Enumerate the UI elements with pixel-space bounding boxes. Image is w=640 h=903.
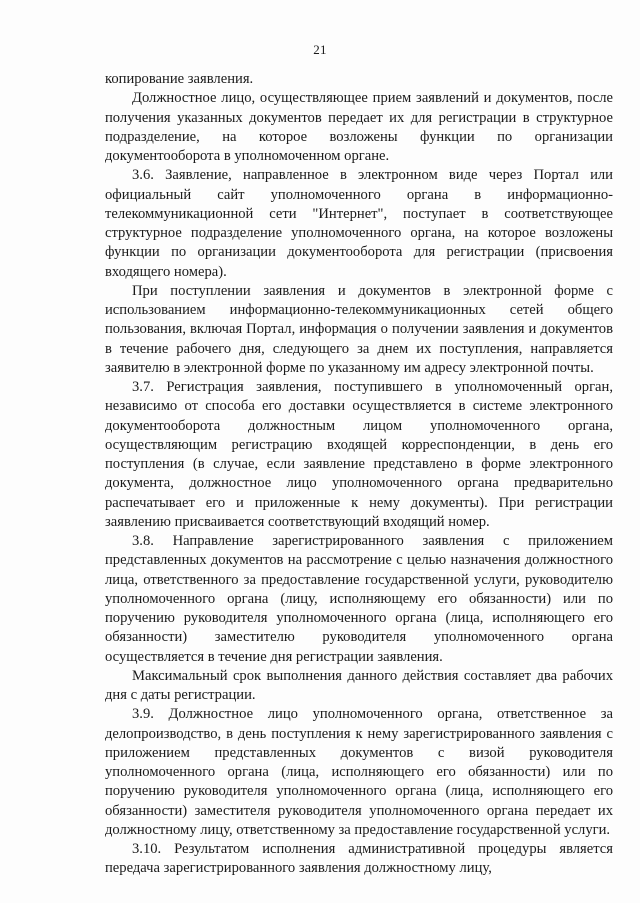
- paragraph-3-10: 3.10. Результатом исполнения административной процедуры является передача зарегистрированного заявления должностному лицу,: [105, 841, 613, 877]
- paragraph: Максимальный срок выполнения данного действия составляет два рабочих дня с даты регистрации.: [105, 667, 613, 703]
- page-number: 21: [313, 42, 327, 57]
- body-text: [105, 70, 613, 879]
- paragraph-3-6: 3.6. Заявление, направленное в электронном виде через Портал или официальный сайт уполномоченного органа в информационно-телекоммуникационной сети "Интернет", поступает в соответствующее структурное подразделение уполномоченного органа, на которое возложены функции по организации документооборота для регистрации (присвоения входящего номера).: [105, 167, 613, 280]
- paragraph: Должностное лицо, осуществляющее прием заявлений и документов, после получения указанных документов передает их для регистрации в структурное подразделение, на которое возложены функции по организации документооборота в уполномоченном органе.: [105, 90, 613, 164]
- paragraph-3-8: 3.8. Направление зарегистрированного заявления с приложением представленных документов на рассмотрение с целью назначения должностного лица, ответственного за предоставление государственной услуги, руководителю уполномоченного органа (лицу, исполняющему его обязанности) или по поручению руководителя уполномоченного органа (лица, исполняющего его обязанности) заместителю руководителя уполномоченного органа осуществляется в течение дня регистрации заявления.: [105, 533, 613, 665]
- paragraph-continuation: копирование заявления.: [105, 71, 254, 87]
- paragraph-3-9: 3.9. Должностное лицо уполномоченного органа, ответственное за делопроизводство, в день поступления к нему зарегистрированного заявления с приложением представленных документов с визой руководителя уполномоченного органа (лица, исполняющего его обязанности) или по поручению руководителя уполномоченного органа (лица, исполняющего его обязанности) заместителя руководителя уполномоченного органа передает их должностному лицу, ответственному за предоставление государственной услуги.: [105, 706, 613, 838]
- paragraph-3-7: 3.7. Регистрация заявления, поступившего в уполномоченный орган, независимо от способа его доставки осуществляется в системе электронного документооборота должностным лицом уполномоченного органа, осуществляющим регистрацию входящей корреспонденции, в день его поступления (в случае, если заявление представлено в форме электронного документа, должностное лицо уполномоченного органа предварительно распечатывает его и приложенные к нему документы). При регистрации заявлению присваивается соответствующий входящий номер.: [105, 379, 613, 530]
- paragraph: При поступлении заявления и документов в электронной форме с использованием информационно-телекоммуникационных сетей общего пользования, включая Портал, информация о получении заявления и документов в течение рабочего дня, следующего за днем их поступления, направляется заявителю в электронной форме по указанному им адресу электронной почты.: [105, 282, 613, 376]
